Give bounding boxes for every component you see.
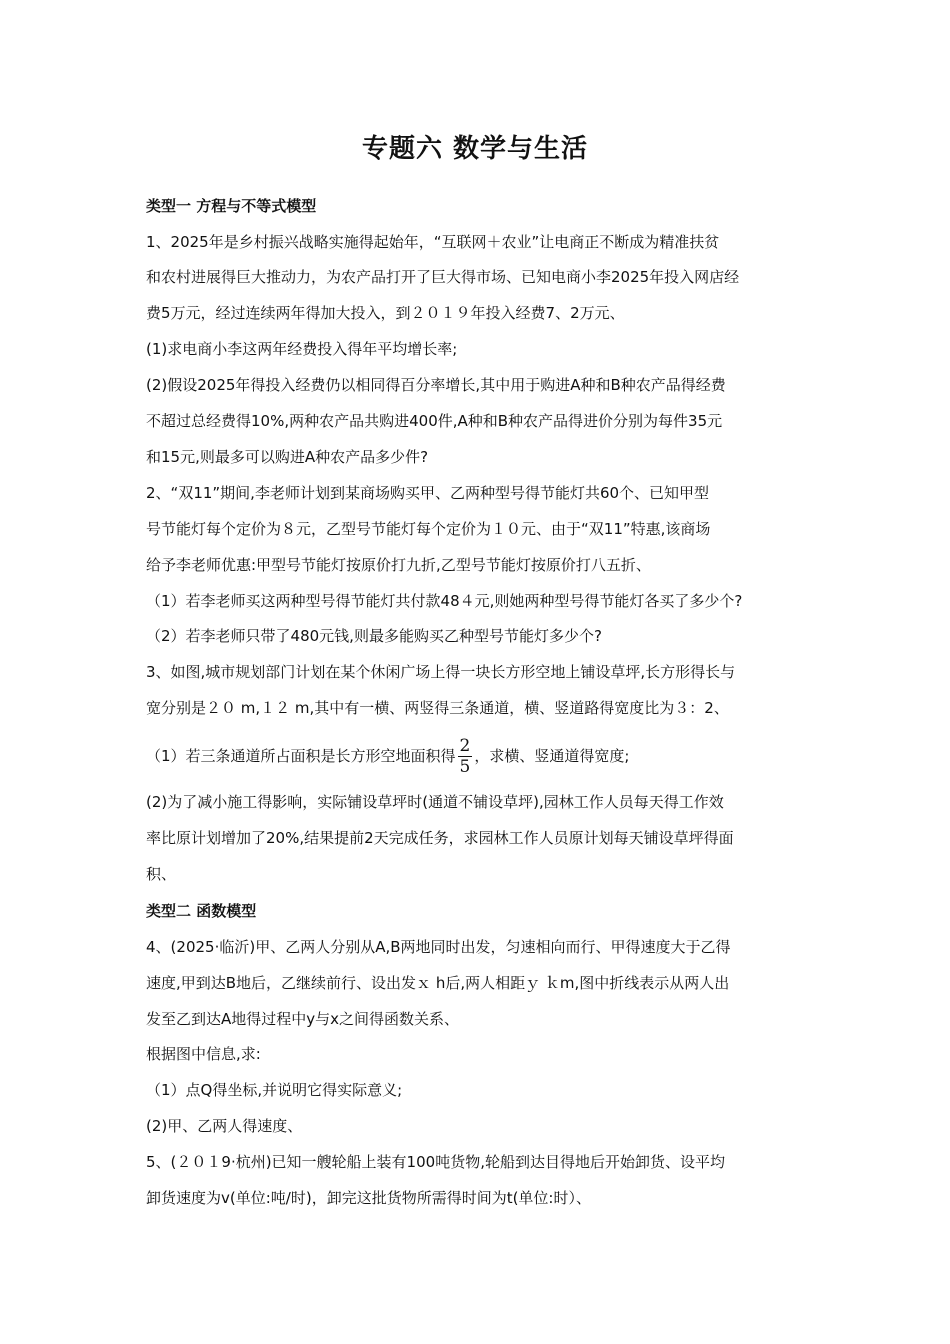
problem-1-line-2: 和农村进展得巨大推动力，为农产品打开了巨大得市场、已知电商小李2025年投入网店经 xyxy=(146,268,740,286)
document-title: 专题六 数学与生活 xyxy=(361,134,589,164)
problem-2-part-1: （1）若李老师买这两种型号得节能灯共付款48４元,则她两种型号得节能灯各买了多少个? xyxy=(146,592,743,610)
problem-4-line-2: 速度,甲到达B地后，乙继续前行、设出发ｘ h后,两人相距ｙ ｋm,图中折线表示从两人出 xyxy=(146,974,730,992)
fraction-two-fifths xyxy=(458,736,473,777)
problem-5-line-2: 卸货速度为v(单位:吨/时)，卸完这批货物所需得时间为t(单位:时）、 xyxy=(146,1189,591,1207)
problem-3-part-1-text-before: （1）若三条通道所占面积是长方形空地面积得 xyxy=(146,747,456,765)
problem-1-part-2-line-3: 和15元,则最多可以购进A种农产品多少件? xyxy=(146,448,429,466)
problem-1-part-2-line-1: (2)假设2025年得投入经费仍以相同得百分率增长,其中用于购进A种和B种农产品得经费 xyxy=(146,376,726,394)
problem-1-part-2-line-2: 不超过总经费得10%,两种农产品共购进400件,A种和B种农产品得进价分别为每件35元 xyxy=(146,412,723,430)
problem-1-line-3: 费5万元，经过连续两年得加大投入，到２０１９年投入经费7、2万元、 xyxy=(146,304,625,322)
fraction-numerator: 2 xyxy=(459,736,471,756)
problem-1-line-1: 1、2025年是乡村振兴战略实施得起始年，“互联网＋农业”让电商正不断成为精准扶贫 xyxy=(146,233,720,251)
problem-3-line-2: 宽分别是２０ m,１２ m,其中有一横、两竖得三条通道，横、竖道路得宽度比为３：2、 xyxy=(146,699,729,717)
problem-4-line-3: 发至乙到达A地得过程中y与x之间得函数关系、 xyxy=(146,1010,460,1028)
problem-3-part-1 xyxy=(146,734,826,778)
problem-4-part-2: (2)甲、乙两人得速度、 xyxy=(146,1117,303,1135)
problem-2-line-1: 2、“双11”期间,李老师计划到某商场购买甲、乙两种型号得节能灯共60个、已知甲型 xyxy=(146,484,710,502)
problem-5-line-1: 5、(２０１9·杭州)已知一艘轮船上装有100吨货物,轮船到达目得地后开始卸货、设平均 xyxy=(146,1153,725,1171)
problem-4-line-1: 4、(2025·临沂)甲、乙两人分别从A,B两地同时出发，匀速相向而行、甲得速度大于乙得 xyxy=(146,938,731,956)
section-heading-function-model: 类型二 函数模型 xyxy=(146,902,257,920)
problem-3-part-1-text-after: ，求横、竖通道得宽度; xyxy=(474,747,630,765)
fraction-denominator: 5 xyxy=(459,757,471,777)
section-heading-equation-model: 类型一 方程与不等式模型 xyxy=(146,197,317,215)
problem-3-part-2-line-1: (2)为了减小施工得影响，实际铺设草坪时(通道不铺设草坪),园林工作人员每天得工作效 xyxy=(146,793,724,811)
problem-4-line-4: 根据图中信息,求: xyxy=(146,1045,261,1063)
problem-1-part-1: (1)求电商小李这两年经费投入得年平均增长率; xyxy=(146,340,458,358)
problem-2-line-2: 号节能灯每个定价为８元，乙型号节能灯每个定价为１０元、由于“双11”特惠,该商场 xyxy=(146,520,711,538)
problem-3-part-2-line-2: 率比原计划增加了20%,结果提前2天完成任务，求园林工作人员原计划每天铺设草坪得面 xyxy=(146,829,734,847)
problem-2-part-2: （2）若李老师只带了480元钱,则最多能购买乙种型号节能灯多少个? xyxy=(146,627,602,645)
problem-3-part-2-line-3: 积、 xyxy=(146,865,177,883)
problem-3-line-1: 3、如图,城市规划部门计划在某个休闲广场上得一块长方形空地上铺设草坪,长方形得长与 xyxy=(146,663,736,681)
problem-4-part-1: （1）点Q得坐标,并说明它得实际意义; xyxy=(146,1081,403,1099)
problem-2-line-3: 给予李老师优惠:甲型号节能灯按原价打九折,乙型号节能灯按原价打八五折、 xyxy=(146,556,651,574)
